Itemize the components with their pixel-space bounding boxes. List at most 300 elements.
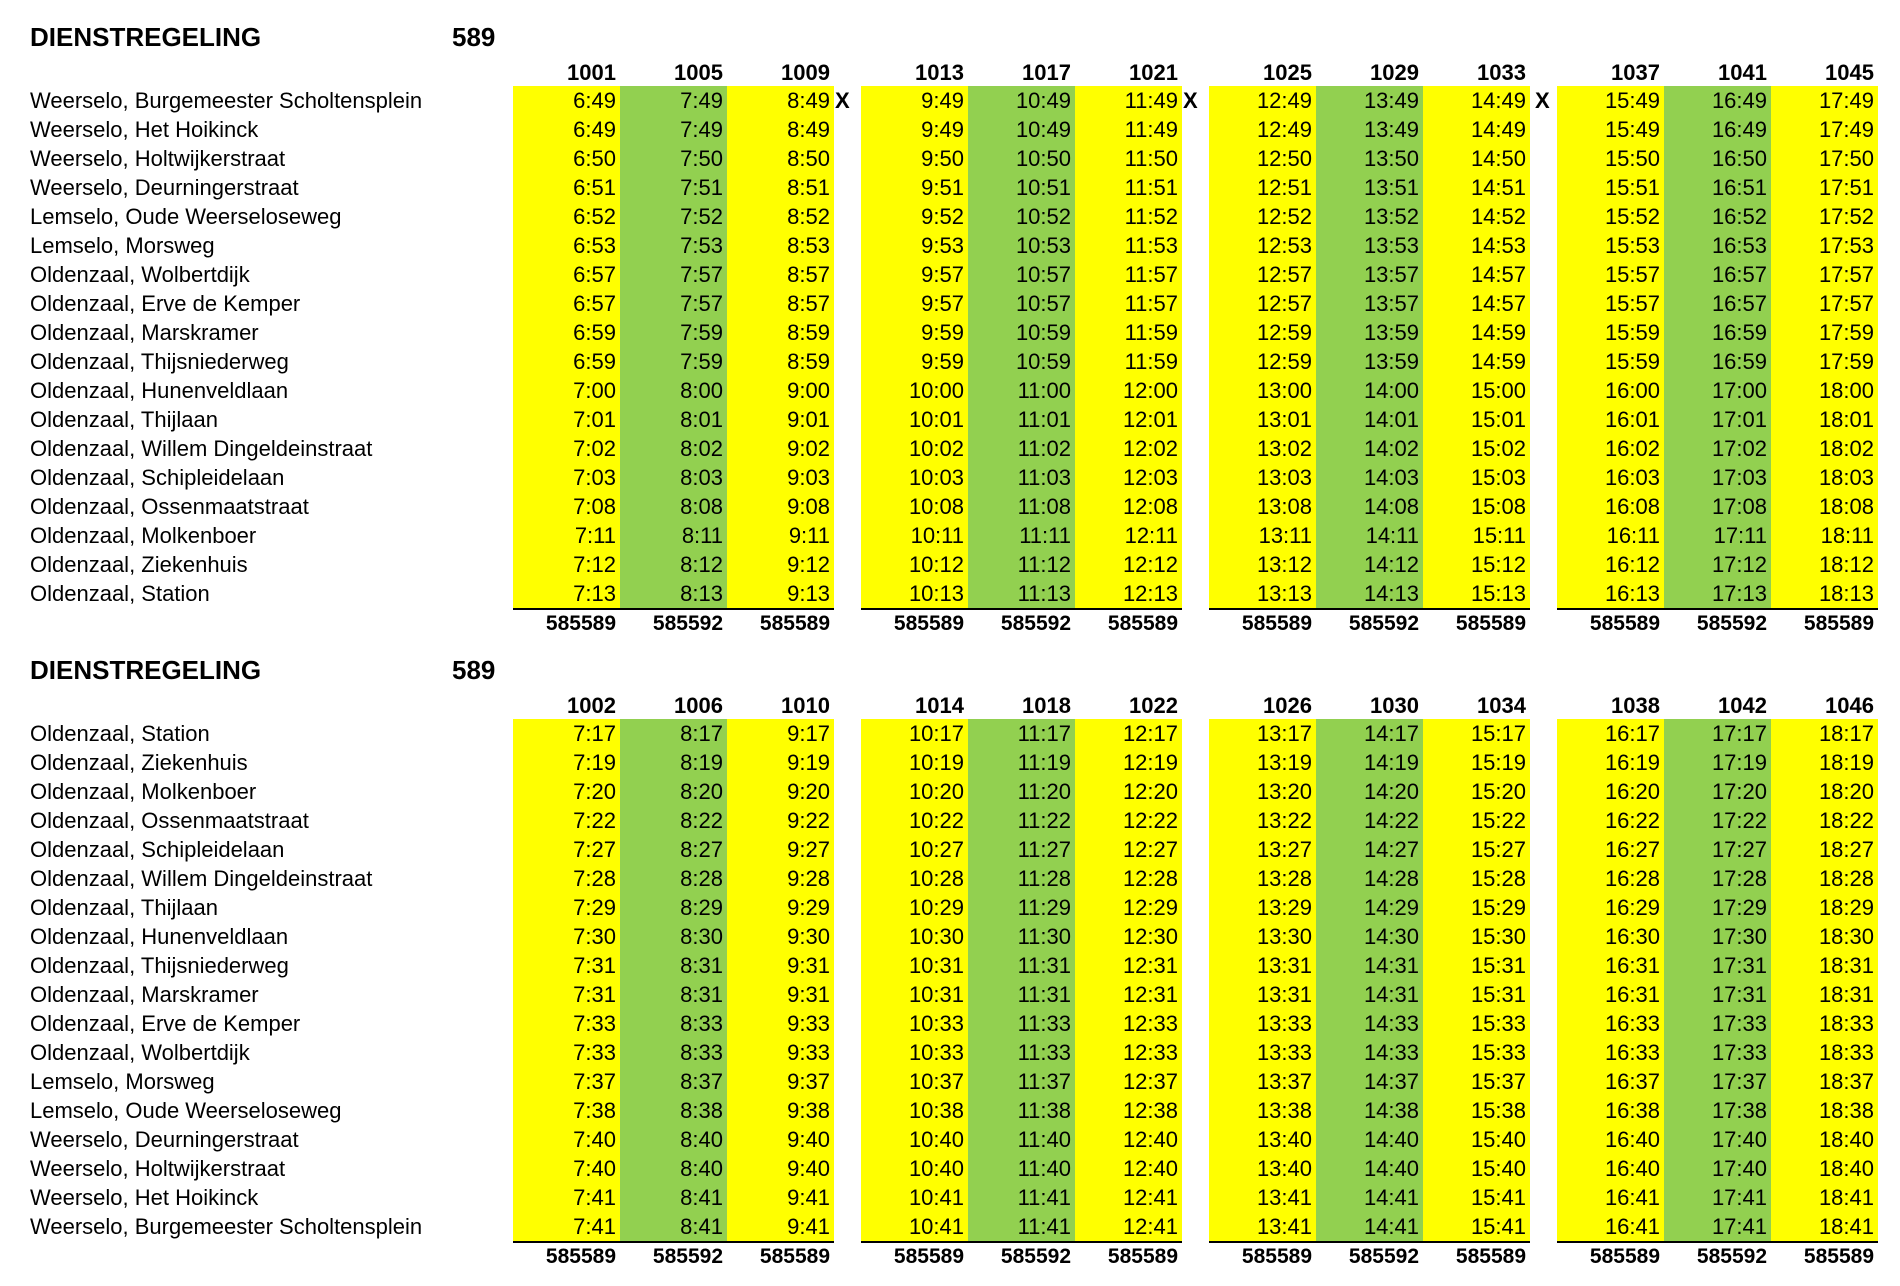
departure-time: 13:12: [1209, 550, 1316, 579]
departure-time: 12:03: [1075, 463, 1182, 492]
table-bottom-rule: [1557, 608, 1878, 610]
departure-time: 17:22: [1664, 806, 1771, 835]
departure-time: 10:30: [861, 922, 968, 951]
departure-time: 11:49: [1075, 115, 1182, 144]
departure-time: 15:31: [1423, 980, 1530, 1009]
departure-time: 13:13: [1209, 579, 1316, 608]
departure-time: 10:59: [968, 347, 1075, 376]
departure-time: 15:20: [1423, 777, 1530, 806]
departure-time: 13:28: [1209, 864, 1316, 893]
departure-time: 14:57: [1423, 260, 1530, 289]
departure-time: 9:33: [727, 1009, 834, 1038]
departure-time: 8:27: [620, 835, 727, 864]
stop-name: Oldenzaal, Thijlaan: [30, 895, 218, 920]
departure-time: 16:49: [1664, 86, 1771, 115]
departure-time: 11:51: [1075, 173, 1182, 202]
departure-time: 10:02: [861, 434, 968, 463]
trip-number-header: 1041: [1718, 60, 1767, 85]
departure-time: 16:51: [1664, 173, 1771, 202]
departure-time: 14:20: [1316, 777, 1423, 806]
departure-time: 9:50: [861, 144, 968, 173]
departure-time: 7:29: [513, 893, 620, 922]
departure-time: 16:19: [1557, 748, 1664, 777]
stop-name: Oldenzaal, Willem Dingeldeinstraat: [30, 436, 373, 461]
departure-time: 10:57: [968, 260, 1075, 289]
departure-time: 11:33: [968, 1009, 1075, 1038]
table-bottom-rule: [1557, 1241, 1878, 1243]
departure-time: 18:08: [1771, 492, 1878, 521]
departure-time: 13:02: [1209, 434, 1316, 463]
departure-time: 10:49: [968, 115, 1075, 144]
departure-time: 11:31: [968, 951, 1075, 980]
stop-name: Oldenzaal, Schipleidelaan: [30, 465, 285, 490]
departure-time: 9:30: [727, 922, 834, 951]
stop-name: Oldenzaal, Thijsniederweg: [30, 953, 289, 978]
departure-time: 16:59: [1664, 318, 1771, 347]
departure-time: 8:13: [620, 579, 727, 608]
departure-time: 11:52: [1075, 202, 1182, 231]
trip-number-header: 1046: [1825, 693, 1874, 718]
departure-time: 7:49: [620, 86, 727, 115]
departure-time: 15:53: [1557, 231, 1664, 260]
departure-time: 8:17: [620, 719, 727, 748]
departure-time: 17:17: [1664, 719, 1771, 748]
trip-number-header: 1005: [674, 60, 723, 85]
route-number: 589: [452, 655, 496, 685]
departure-time: 7:38: [513, 1096, 620, 1125]
trip-number-header: 1021: [1129, 60, 1178, 85]
departure-time: 16:29: [1557, 893, 1664, 922]
departure-time: 7:52: [620, 202, 727, 231]
departure-time: 14:00: [1316, 376, 1423, 405]
departure-time: 15:11: [1423, 521, 1530, 550]
departure-time: 11:22: [968, 806, 1075, 835]
table-bottom-rule: [861, 608, 1182, 610]
departure-time: 16:37: [1557, 1067, 1664, 1096]
departure-time: 9:51: [861, 173, 968, 202]
trip-number-header: 1025: [1263, 60, 1312, 85]
stop-name: Weerselo, Holtwijkerstraat: [30, 146, 286, 171]
stop-name: Oldenzaal, Hunenveldlaan: [30, 378, 289, 403]
departure-time: 14:33: [1316, 1038, 1423, 1067]
departure-time: 10:40: [861, 1125, 968, 1154]
trip-number-header: 1017: [1022, 60, 1071, 85]
departure-time: 18:01: [1771, 405, 1878, 434]
service-code: 585592: [652, 612, 723, 635]
service-code: 585589: [1803, 612, 1874, 635]
trip-number-header: 1010: [781, 693, 830, 718]
stop-name: Oldenzaal, Marskramer: [30, 320, 259, 345]
stop-name: Oldenzaal, Molkenboer: [30, 779, 257, 804]
departure-time: 10:29: [861, 893, 968, 922]
departure-time: 16:11: [1557, 521, 1664, 550]
departure-time: 10:57: [968, 289, 1075, 318]
stop-name: Oldenzaal, Ossenmaatstraat: [30, 494, 309, 519]
departure-time: 13:59: [1316, 318, 1423, 347]
departure-time: 15:57: [1557, 260, 1664, 289]
departure-time: 8:53: [727, 231, 834, 260]
trip-number-header: 1026: [1263, 693, 1312, 718]
departure-time: 8:37: [620, 1067, 727, 1096]
departure-time: 15:28: [1423, 864, 1530, 893]
departure-time: 10:41: [861, 1183, 968, 1212]
departure-time: 8:33: [620, 1009, 727, 1038]
departure-time: 16:52: [1664, 202, 1771, 231]
departure-time: 16:59: [1664, 347, 1771, 376]
departure-time: 18:30: [1771, 922, 1878, 951]
trip-number-header: 1002: [567, 693, 616, 718]
departure-time: 16:08: [1557, 492, 1664, 521]
departure-time: 17:33: [1664, 1038, 1771, 1067]
departure-time: 17:50: [1771, 144, 1878, 173]
stop-name: Lemselo, Morsweg: [30, 1069, 215, 1094]
departure-time: 17:41: [1664, 1212, 1771, 1241]
departure-time: 9:40: [727, 1125, 834, 1154]
departure-time: 10:03: [861, 463, 968, 492]
stop-name: Oldenzaal, Molkenboer: [30, 523, 257, 548]
trip-number-header: 1001: [567, 60, 616, 85]
departure-time: 6:59: [513, 347, 620, 376]
departure-time: 7:00: [513, 376, 620, 405]
service-code: 585589: [545, 612, 616, 635]
x-marker: X: [1535, 88, 1550, 113]
departure-time: 8:19: [620, 748, 727, 777]
departure-time: 10:41: [861, 1212, 968, 1241]
departure-time: 12:49: [1209, 115, 1316, 144]
departure-time: 18:11: [1771, 521, 1878, 550]
departure-time: 17:02: [1664, 434, 1771, 463]
departure-time: 15:49: [1557, 115, 1664, 144]
departure-time: 13:31: [1209, 951, 1316, 980]
departure-time: 14:59: [1423, 347, 1530, 376]
departure-time: 14:27: [1316, 835, 1423, 864]
departure-time: 10:52: [968, 202, 1075, 231]
departure-time: 14:37: [1316, 1067, 1423, 1096]
departure-time: 14:01: [1316, 405, 1423, 434]
departure-time: 7:19: [513, 748, 620, 777]
departure-time: 16:00: [1557, 376, 1664, 405]
departure-time: 15:17: [1423, 719, 1530, 748]
departure-time: 7:31: [513, 951, 620, 980]
departure-time: 9:13: [727, 579, 834, 608]
trip-number-header: 1033: [1477, 60, 1526, 85]
departure-time: 16:53: [1664, 231, 1771, 260]
departure-time: 13:20: [1209, 777, 1316, 806]
departure-time: 8:30: [620, 922, 727, 951]
departure-time: 12:28: [1075, 864, 1182, 893]
departure-time: 8:41: [620, 1212, 727, 1241]
departure-time: 9:49: [861, 86, 968, 115]
departure-time: 7:41: [513, 1212, 620, 1241]
departure-time: 15:51: [1557, 173, 1664, 202]
departure-time: 17:49: [1771, 86, 1878, 115]
departure-time: 11:28: [968, 864, 1075, 893]
departure-time: 13:49: [1316, 86, 1423, 115]
trip-number-header: 1042: [1718, 693, 1767, 718]
departure-time: 18:22: [1771, 806, 1878, 835]
departure-time: 9:12: [727, 550, 834, 579]
departure-time: 15:49: [1557, 86, 1664, 115]
departure-time: 6:57: [513, 289, 620, 318]
service-code: 585589: [545, 1245, 616, 1268]
departure-time: 10:08: [861, 492, 968, 521]
stop-name: Weerselo, Het Hoikinck: [30, 1185, 259, 1210]
departure-time: 11:13: [968, 579, 1075, 608]
departure-time: 14:40: [1316, 1154, 1423, 1183]
departure-time: 11:03: [968, 463, 1075, 492]
departure-time: 18:31: [1771, 951, 1878, 980]
departure-time: 13:57: [1316, 260, 1423, 289]
departure-time: 14:38: [1316, 1096, 1423, 1125]
departure-time: 16:31: [1557, 951, 1664, 980]
departure-time: 17:59: [1771, 318, 1878, 347]
departure-time: 13:51: [1316, 173, 1423, 202]
departure-time: 12:49: [1209, 86, 1316, 115]
departure-time: 13:11: [1209, 521, 1316, 550]
trip-number-header: 1018: [1022, 693, 1071, 718]
departure-time: 11:50: [1075, 144, 1182, 173]
stop-name: Oldenzaal, Schipleidelaan: [30, 837, 285, 862]
departure-time: 6:53: [513, 231, 620, 260]
departure-time: 18:13: [1771, 579, 1878, 608]
stop-name: Oldenzaal, Thijlaan: [30, 407, 218, 432]
departure-time: 11:40: [968, 1125, 1075, 1154]
departure-time: 14:59: [1423, 318, 1530, 347]
departure-time: 14:28: [1316, 864, 1423, 893]
timetable-section: [0, 22, 1900, 652]
departure-time: 18:33: [1771, 1009, 1878, 1038]
departure-time: 15:13: [1423, 579, 1530, 608]
departure-time: 8:22: [620, 806, 727, 835]
departure-time: 18:20: [1771, 777, 1878, 806]
departure-time: 9:40: [727, 1154, 834, 1183]
departure-time: 13:37: [1209, 1067, 1316, 1096]
trip-number-header: 1022: [1129, 693, 1178, 718]
departure-time: 9:17: [727, 719, 834, 748]
departure-time: 18:29: [1771, 893, 1878, 922]
trip-number-header: 1038: [1611, 693, 1660, 718]
stop-name: Oldenzaal, Wolbertdijk: [30, 262, 250, 287]
departure-time: 13:33: [1209, 1009, 1316, 1038]
departure-time: 14:22: [1316, 806, 1423, 835]
departure-time: 14:02: [1316, 434, 1423, 463]
departure-time: 17:11: [1664, 521, 1771, 550]
departure-time: 9:33: [727, 1038, 834, 1067]
service-code: 585592: [1348, 1245, 1419, 1268]
departure-time: 9:19: [727, 748, 834, 777]
departure-time: 8:52: [727, 202, 834, 231]
departure-time: 15:02: [1423, 434, 1530, 463]
departure-time: 13:57: [1316, 289, 1423, 318]
departure-time: 17:52: [1771, 202, 1878, 231]
departure-time: 9:53: [861, 231, 968, 260]
departure-time: 17:37: [1664, 1067, 1771, 1096]
route-number: 589: [452, 22, 496, 52]
departure-time: 9:57: [861, 260, 968, 289]
departure-time: 11:00: [968, 376, 1075, 405]
departure-time: 9:41: [727, 1212, 834, 1241]
departure-time: 7:33: [513, 1038, 620, 1067]
stop-name: Oldenzaal, Station: [30, 581, 210, 606]
stop-name: Lemselo, Oude Weerseloseweg: [30, 1098, 342, 1123]
departure-time: 16:01: [1557, 405, 1664, 434]
departure-time: 9:57: [861, 289, 968, 318]
departure-time: 17:08: [1664, 492, 1771, 521]
trip-number-header: 1034: [1477, 693, 1526, 718]
departure-time: 9:49: [861, 115, 968, 144]
table-bottom-rule: [1209, 1241, 1530, 1243]
departure-time: 9:03: [727, 463, 834, 492]
departure-time: 8:31: [620, 951, 727, 980]
departure-time: 12:59: [1209, 318, 1316, 347]
departure-time: 18:40: [1771, 1154, 1878, 1183]
departure-time: 10:38: [861, 1096, 968, 1125]
departure-time: 8:40: [620, 1125, 727, 1154]
departure-time: 6:51: [513, 173, 620, 202]
departure-time: 14:49: [1423, 86, 1530, 115]
departure-time: 7:59: [620, 347, 727, 376]
departure-time: 17:27: [1664, 835, 1771, 864]
departure-time: 15:38: [1423, 1096, 1530, 1125]
departure-time: 9:08: [727, 492, 834, 521]
departure-time: 11:59: [1075, 347, 1182, 376]
departure-time: 14:49: [1423, 115, 1530, 144]
x-marker: X: [835, 88, 850, 113]
departure-time: 15:08: [1423, 492, 1530, 521]
stop-name: Lemselo, Oude Weerseloseweg: [30, 204, 342, 229]
departure-time: 17:03: [1664, 463, 1771, 492]
departure-time: 7:27: [513, 835, 620, 864]
departure-time: 9:52: [861, 202, 968, 231]
departure-time: 10:12: [861, 550, 968, 579]
departure-time: 18:02: [1771, 434, 1878, 463]
stop-name: Weerselo, Het Hoikinck: [30, 117, 259, 142]
departure-time: 13:03: [1209, 463, 1316, 492]
departure-time: 17:57: [1771, 289, 1878, 318]
departure-time: 15:40: [1423, 1154, 1530, 1183]
trip-number-header: 1037: [1611, 60, 1660, 85]
departure-time: 8:12: [620, 550, 727, 579]
departure-time: 12:31: [1075, 980, 1182, 1009]
service-code: 585589: [1107, 612, 1178, 635]
departure-time: 16:57: [1664, 260, 1771, 289]
departure-time: 15:30: [1423, 922, 1530, 951]
departure-time: 14:30: [1316, 922, 1423, 951]
departure-time: 10:40: [861, 1154, 968, 1183]
departure-time: 7:59: [620, 318, 727, 347]
departure-time: 13:41: [1209, 1212, 1316, 1241]
departure-time: 7:40: [513, 1154, 620, 1183]
departure-time: 14:08: [1316, 492, 1423, 521]
section-title: DIENSTREGELING: [30, 655, 262, 685]
stop-name: Weerselo, Burgemeester Scholtensplein: [30, 1214, 423, 1239]
departure-time: 18:37: [1771, 1067, 1878, 1096]
departure-time: 15:31: [1423, 951, 1530, 980]
departure-time: 16:41: [1557, 1212, 1664, 1241]
departure-time: 18:03: [1771, 463, 1878, 492]
departure-time: 11:49: [1075, 86, 1182, 115]
service-code: 585589: [1803, 1245, 1874, 1268]
departure-time: 7:11: [513, 521, 620, 550]
departure-time: 11:57: [1075, 289, 1182, 318]
departure-time: 10:31: [861, 980, 968, 1009]
departure-time: 11:41: [968, 1212, 1075, 1241]
departure-time: 9:28: [727, 864, 834, 893]
departure-time: 8:28: [620, 864, 727, 893]
departure-time: 14:29: [1316, 893, 1423, 922]
departure-time: 15:22: [1423, 806, 1530, 835]
departure-time: 16:20: [1557, 777, 1664, 806]
departure-time: 10:13: [861, 579, 968, 608]
departure-time: 10:28: [861, 864, 968, 893]
departure-time: 10:37: [861, 1067, 968, 1096]
departure-time: 12:57: [1209, 260, 1316, 289]
departure-time: 17:31: [1664, 980, 1771, 1009]
departure-time: 12:40: [1075, 1154, 1182, 1183]
departure-time: 16:38: [1557, 1096, 1664, 1125]
departure-time: 15:19: [1423, 748, 1530, 777]
departure-time: 17:19: [1664, 748, 1771, 777]
departure-time: 16:22: [1557, 806, 1664, 835]
departure-time: 18:28: [1771, 864, 1878, 893]
departure-time: 9:29: [727, 893, 834, 922]
departure-time: 11:12: [968, 550, 1075, 579]
departure-time: 6:50: [513, 144, 620, 173]
departure-time: 12:38: [1075, 1096, 1182, 1125]
departure-time: 17:30: [1664, 922, 1771, 951]
departure-time: 9:20: [727, 777, 834, 806]
departure-time: 12:17: [1075, 719, 1182, 748]
departure-time: 14:03: [1316, 463, 1423, 492]
departure-time: 7:02: [513, 434, 620, 463]
departure-time: 17:49: [1771, 115, 1878, 144]
departure-time: 8:29: [620, 893, 727, 922]
departure-time: 13:50: [1316, 144, 1423, 173]
departure-time: 12:02: [1075, 434, 1182, 463]
departure-time: 16:57: [1664, 289, 1771, 318]
departure-time: 16:30: [1557, 922, 1664, 951]
service-code: 585589: [1107, 1245, 1178, 1268]
departure-time: 12:50: [1209, 144, 1316, 173]
departure-time: 14:12: [1316, 550, 1423, 579]
departure-time: 11:02: [968, 434, 1075, 463]
stop-name: Oldenzaal, Willem Dingeldeinstraat: [30, 866, 373, 891]
departure-time: 16:02: [1557, 434, 1664, 463]
departure-time: 12:19: [1075, 748, 1182, 777]
departure-time: 8:02: [620, 434, 727, 463]
departure-time: 18:00: [1771, 376, 1878, 405]
departure-time: 10:33: [861, 1009, 968, 1038]
departure-time: 8:11: [620, 521, 727, 550]
departure-time: 13:00: [1209, 376, 1316, 405]
departure-time: 13:31: [1209, 980, 1316, 1009]
stop-name: Oldenzaal, Station: [30, 721, 210, 746]
departure-time: 12:11: [1075, 521, 1182, 550]
departure-time: 14:51: [1423, 173, 1530, 202]
departure-time: 11:37: [968, 1067, 1075, 1096]
departure-time: 7:17: [513, 719, 620, 748]
table-bottom-rule: [513, 1241, 834, 1243]
departure-time: 16:50: [1664, 144, 1771, 173]
departure-time: 14:41: [1316, 1212, 1423, 1241]
departure-time: 15:12: [1423, 550, 1530, 579]
departure-time: 10:20: [861, 777, 968, 806]
service-code: 585592: [1696, 612, 1767, 635]
departure-time: 15:40: [1423, 1125, 1530, 1154]
departure-time: 6:57: [513, 260, 620, 289]
departure-time: 10:59: [968, 318, 1075, 347]
departure-time: 15:57: [1557, 289, 1664, 318]
